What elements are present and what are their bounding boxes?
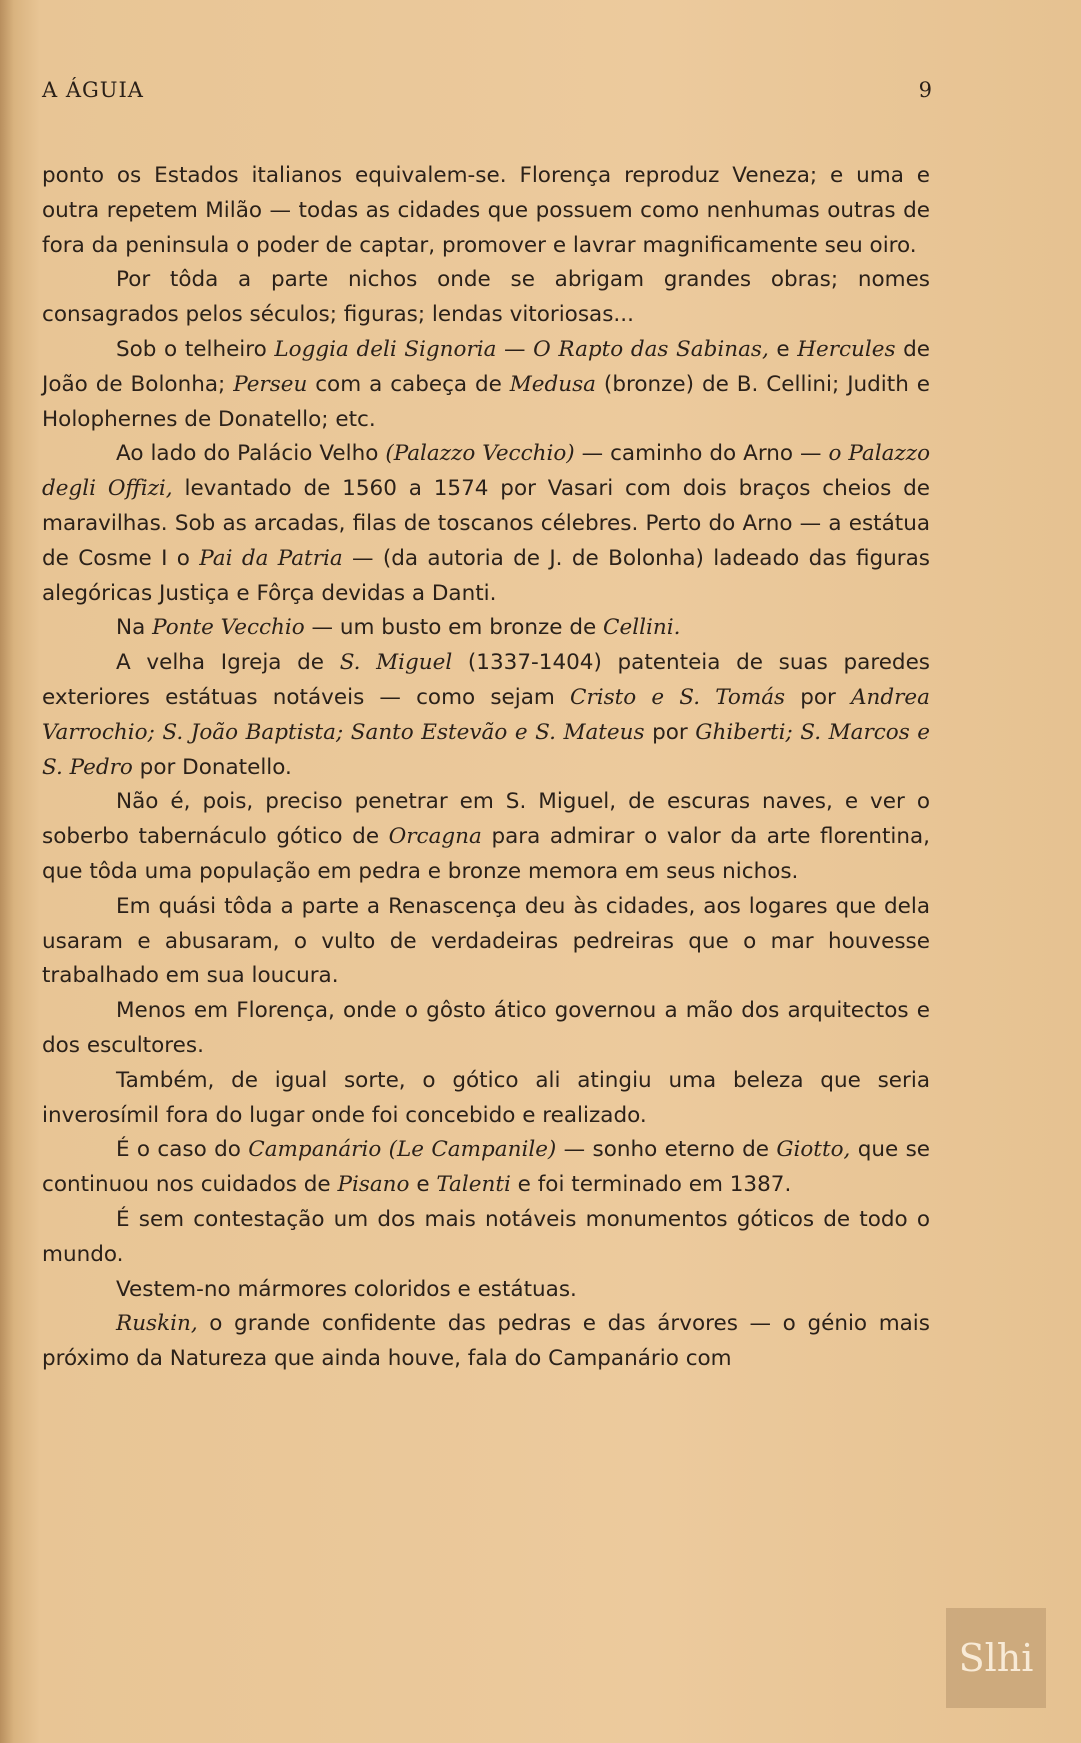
text-run: por Donatello.	[132, 754, 292, 780]
italic-run: Cristo e S. Tomás	[570, 684, 786, 710]
italic-run: Perseu	[233, 371, 308, 397]
italic-run: Campanário (Le Campanile)	[248, 1137, 557, 1163]
text-run: (1337-1404) patenteia de suas paredes exteriores estátuas notáveis — como sejam	[42, 650, 930, 710]
paragraph	[42, 1203, 930, 1273]
text-run: e foi terminado em 1387.	[510, 1172, 792, 1198]
paragraph	[42, 1307, 930, 1377]
italic-run: Talenti	[436, 1172, 511, 1198]
text-run: e	[768, 336, 798, 362]
text-run: Por tôda a parte nichos onde se abrigam grandes obras; nomes consagrados pelos séculos; figuras; lendas vitoriosas...	[42, 267, 930, 328]
library-logo	[946, 1608, 1046, 1708]
text-run: Sob o telheiro	[116, 336, 275, 362]
italic-run: Pisano	[337, 1172, 410, 1198]
text-run: o grande confidente das pedras e das árvores — o génio mais próximo da Natureza que ainda houve, fala do Campanário com	[42, 1311, 930, 1372]
text-run: com a cabeça de	[307, 371, 510, 397]
italic-run: S. Miguel	[339, 650, 453, 676]
paragraph	[42, 785, 930, 889]
italic-run: Loggia deli Signoria	[274, 336, 497, 362]
italic-run: Cellini.	[603, 615, 681, 641]
italic-run: Ruskin,	[116, 1311, 198, 1337]
text-run: por	[785, 684, 852, 710]
text-run: —	[496, 336, 534, 362]
text-run: (bronze) de B. Cellini; Judith e Holophernes de Donatello; etc.	[42, 371, 930, 432]
italic-run: Ghiberti; S. Marcos e S. Pedro	[42, 719, 931, 780]
italic-run: o Palazzo degli Offizi,	[42, 441, 931, 502]
italic-run: Orcagna	[388, 824, 482, 850]
text-run: ponto os Estados italianos equivalem-se. Florença reproduz Veneza; e uma e outra repetem Milão — todas as cidades que possuem como nenhumas outras de fora da peninsula o poder de captar, promover e lavrar magnificamente seu oiro.	[42, 163, 930, 258]
running-header	[42, 78, 933, 102]
italic-run: (Palazzo Vecchio)	[385, 441, 575, 467]
paragraph	[42, 1273, 930, 1308]
text-run: A velha Igreja de	[116, 650, 340, 676]
text-run: Também, de igual sorte, o gótico ali atingiu uma beleza que seria inverosímil fora do lugar onde foi concebido e realizado.	[42, 1067, 930, 1128]
text-run: Na	[116, 615, 153, 641]
text-run: de João de Bolonha;	[42, 336, 930, 397]
italic-run: Ponte Vecchio	[152, 615, 305, 641]
text-run: que se continuou nos cuidados de	[42, 1137, 930, 1198]
logo-text: Slhi	[958, 1636, 1034, 1680]
text-run: para admirar o valor da arte florentina, que tôda uma população em pedra e bronze memora em seus nichos.	[42, 824, 930, 884]
paragraph	[42, 994, 930, 1064]
paragraph	[42, 611, 930, 646]
paragraph	[42, 1064, 930, 1134]
paragraph	[42, 159, 930, 263]
text-run: levantado de 1560 a 1574 por Vasari com dois braços cheios de maravilhas. Sob as arcadas, filas de toscanos célebres. Perto do Arno — a estátua de Cosme I o	[42, 476, 931, 571]
paragraph	[42, 437, 930, 611]
page-number: 9	[918, 78, 933, 102]
text-run: Vestem-no mármores coloridos e estátuas.	[116, 1276, 577, 1302]
paragraph	[42, 890, 930, 994]
text-run: por	[644, 719, 696, 745]
italic-run: O Rapto das Sabinas,	[533, 336, 769, 362]
text-run: e	[409, 1172, 437, 1198]
text-run: É o caso do	[116, 1137, 249, 1163]
text-run: É sem contestação um dos mais notáveis monumentos góticos de todo o mundo.	[42, 1206, 930, 1267]
paragraph	[42, 1133, 930, 1203]
italic-run: Andrea Varrochio; S. João Baptista; Santo Estevão e S. Mateus	[42, 684, 930, 745]
paragraph	[42, 646, 930, 785]
text-run: — (da autoria de J. de Bolonha) ladeado das figuras alegóricas Justiça e Fôrça devidas a Danti.	[42, 545, 930, 606]
body-text	[42, 159, 930, 1377]
text-run: — caminho do Arno —	[574, 441, 829, 467]
paragraph	[42, 333, 930, 437]
text-run: — sonho eterno de	[556, 1137, 777, 1163]
text-run: — um busto em bronze de	[304, 615, 604, 641]
italic-run: Pai da Patria	[199, 545, 343, 571]
text-run: Em quási tôda a parte a Renascença deu às cidades, aos logares que dela usaram e abusaram, o vulto de verdadeiras pedreiras que o mar houvesse trabalhado em sua loucura.	[42, 893, 930, 989]
text-run: Não é, pois, preciso penetrar em S. Miguel, de escuras naves, e ver o soberbo tabernáculo gótico de	[42, 789, 930, 850]
italic-run: Giotto,	[776, 1137, 851, 1163]
paragraph	[42, 263, 930, 333]
italic-run: Medusa	[509, 371, 596, 397]
italic-run: Hercules	[797, 336, 896, 362]
text-run: Menos em Florença, onde o gôsto ático governou a mão dos arquitectos e dos escultores.	[42, 998, 930, 1058]
text-run: Ao lado do Palácio Velho	[116, 441, 386, 467]
running-title: A ÁGUIA	[42, 78, 144, 102]
